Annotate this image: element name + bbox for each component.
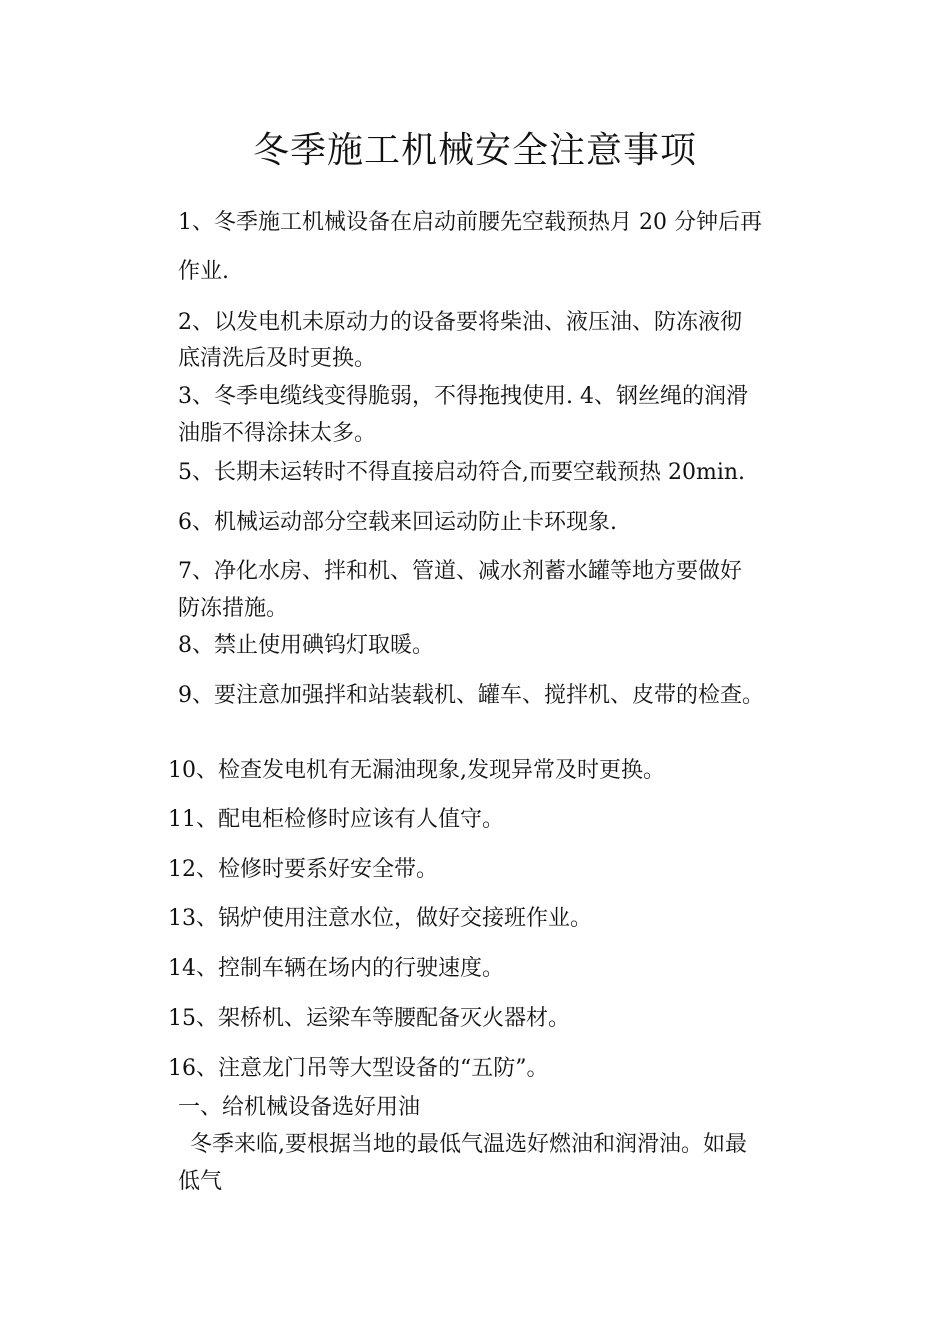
list-item-7-line-2: 防冻措施。	[178, 596, 289, 621]
list-item-16: 16、注意龙门吊等大型设备的“五防”。	[168, 1056, 549, 1081]
list-item-14: 14、控制车辆在场内的行驶速度。	[168, 956, 504, 981]
section-heading: 一、给机械设备选好用油	[178, 1095, 421, 1120]
section-text-line-2: 低气	[178, 1169, 223, 1194]
list-item-6: 6、机械运动部分空载来回运动防止卡环现象.	[178, 510, 617, 535]
list-item-3-line-2: 油脂不得涂抹太多。	[178, 421, 377, 446]
list-item-15: 15、架桥机、运梁车等腰配备灭火器材。	[168, 1006, 570, 1031]
list-item-12: 12、检修时要系好安全带。	[168, 857, 438, 882]
list-item-8: 8、禁止使用碘钨灯取暖。	[178, 633, 434, 658]
list-item-10: 10、检查发电机有无漏油现象,发现异常及时更换。	[168, 758, 665, 783]
list-item-5: 5、长期未运转时不得直接启动符合,而要空载预热 20min.	[178, 460, 746, 485]
list-item-2-line-2: 底清洗后及时更换。	[178, 346, 377, 371]
list-item-3-line-1: 3、冬季电缆线变得脆弱，不得拖拽使用. 4、钢丝绳的润滑	[178, 384, 748, 409]
list-item-7-line-1: 7、净化水房、拌和机、管道、减水剂蓄水罐等地方要做好	[178, 559, 742, 584]
list-item-2-line-1: 2、以发电机未原动力的设备要将柴油、液压油、防冻液彻	[178, 310, 742, 335]
list-item-11: 11、配电柜检修时应该有人值守。	[168, 807, 504, 832]
list-item-13: 13、锅炉使用注意水位，做好交接班作业。	[168, 906, 592, 931]
list-item-9: 9、要注意加强拌和站装载机、罐车、搅拌机、皮带的检查。	[178, 683, 764, 708]
list-item-1-line-2: 作业.	[178, 259, 229, 284]
section-text-line-1: 冬季来临,要根据当地的最低气温选好燃油和润滑油。如最	[190, 1132, 747, 1157]
list-item-1-line-1: 1、冬季施工机械设备在启动前腰先空载预热月 20 分钟后再	[178, 210, 762, 235]
document-title: 冬季施工机械安全注意事项	[252, 130, 697, 171]
